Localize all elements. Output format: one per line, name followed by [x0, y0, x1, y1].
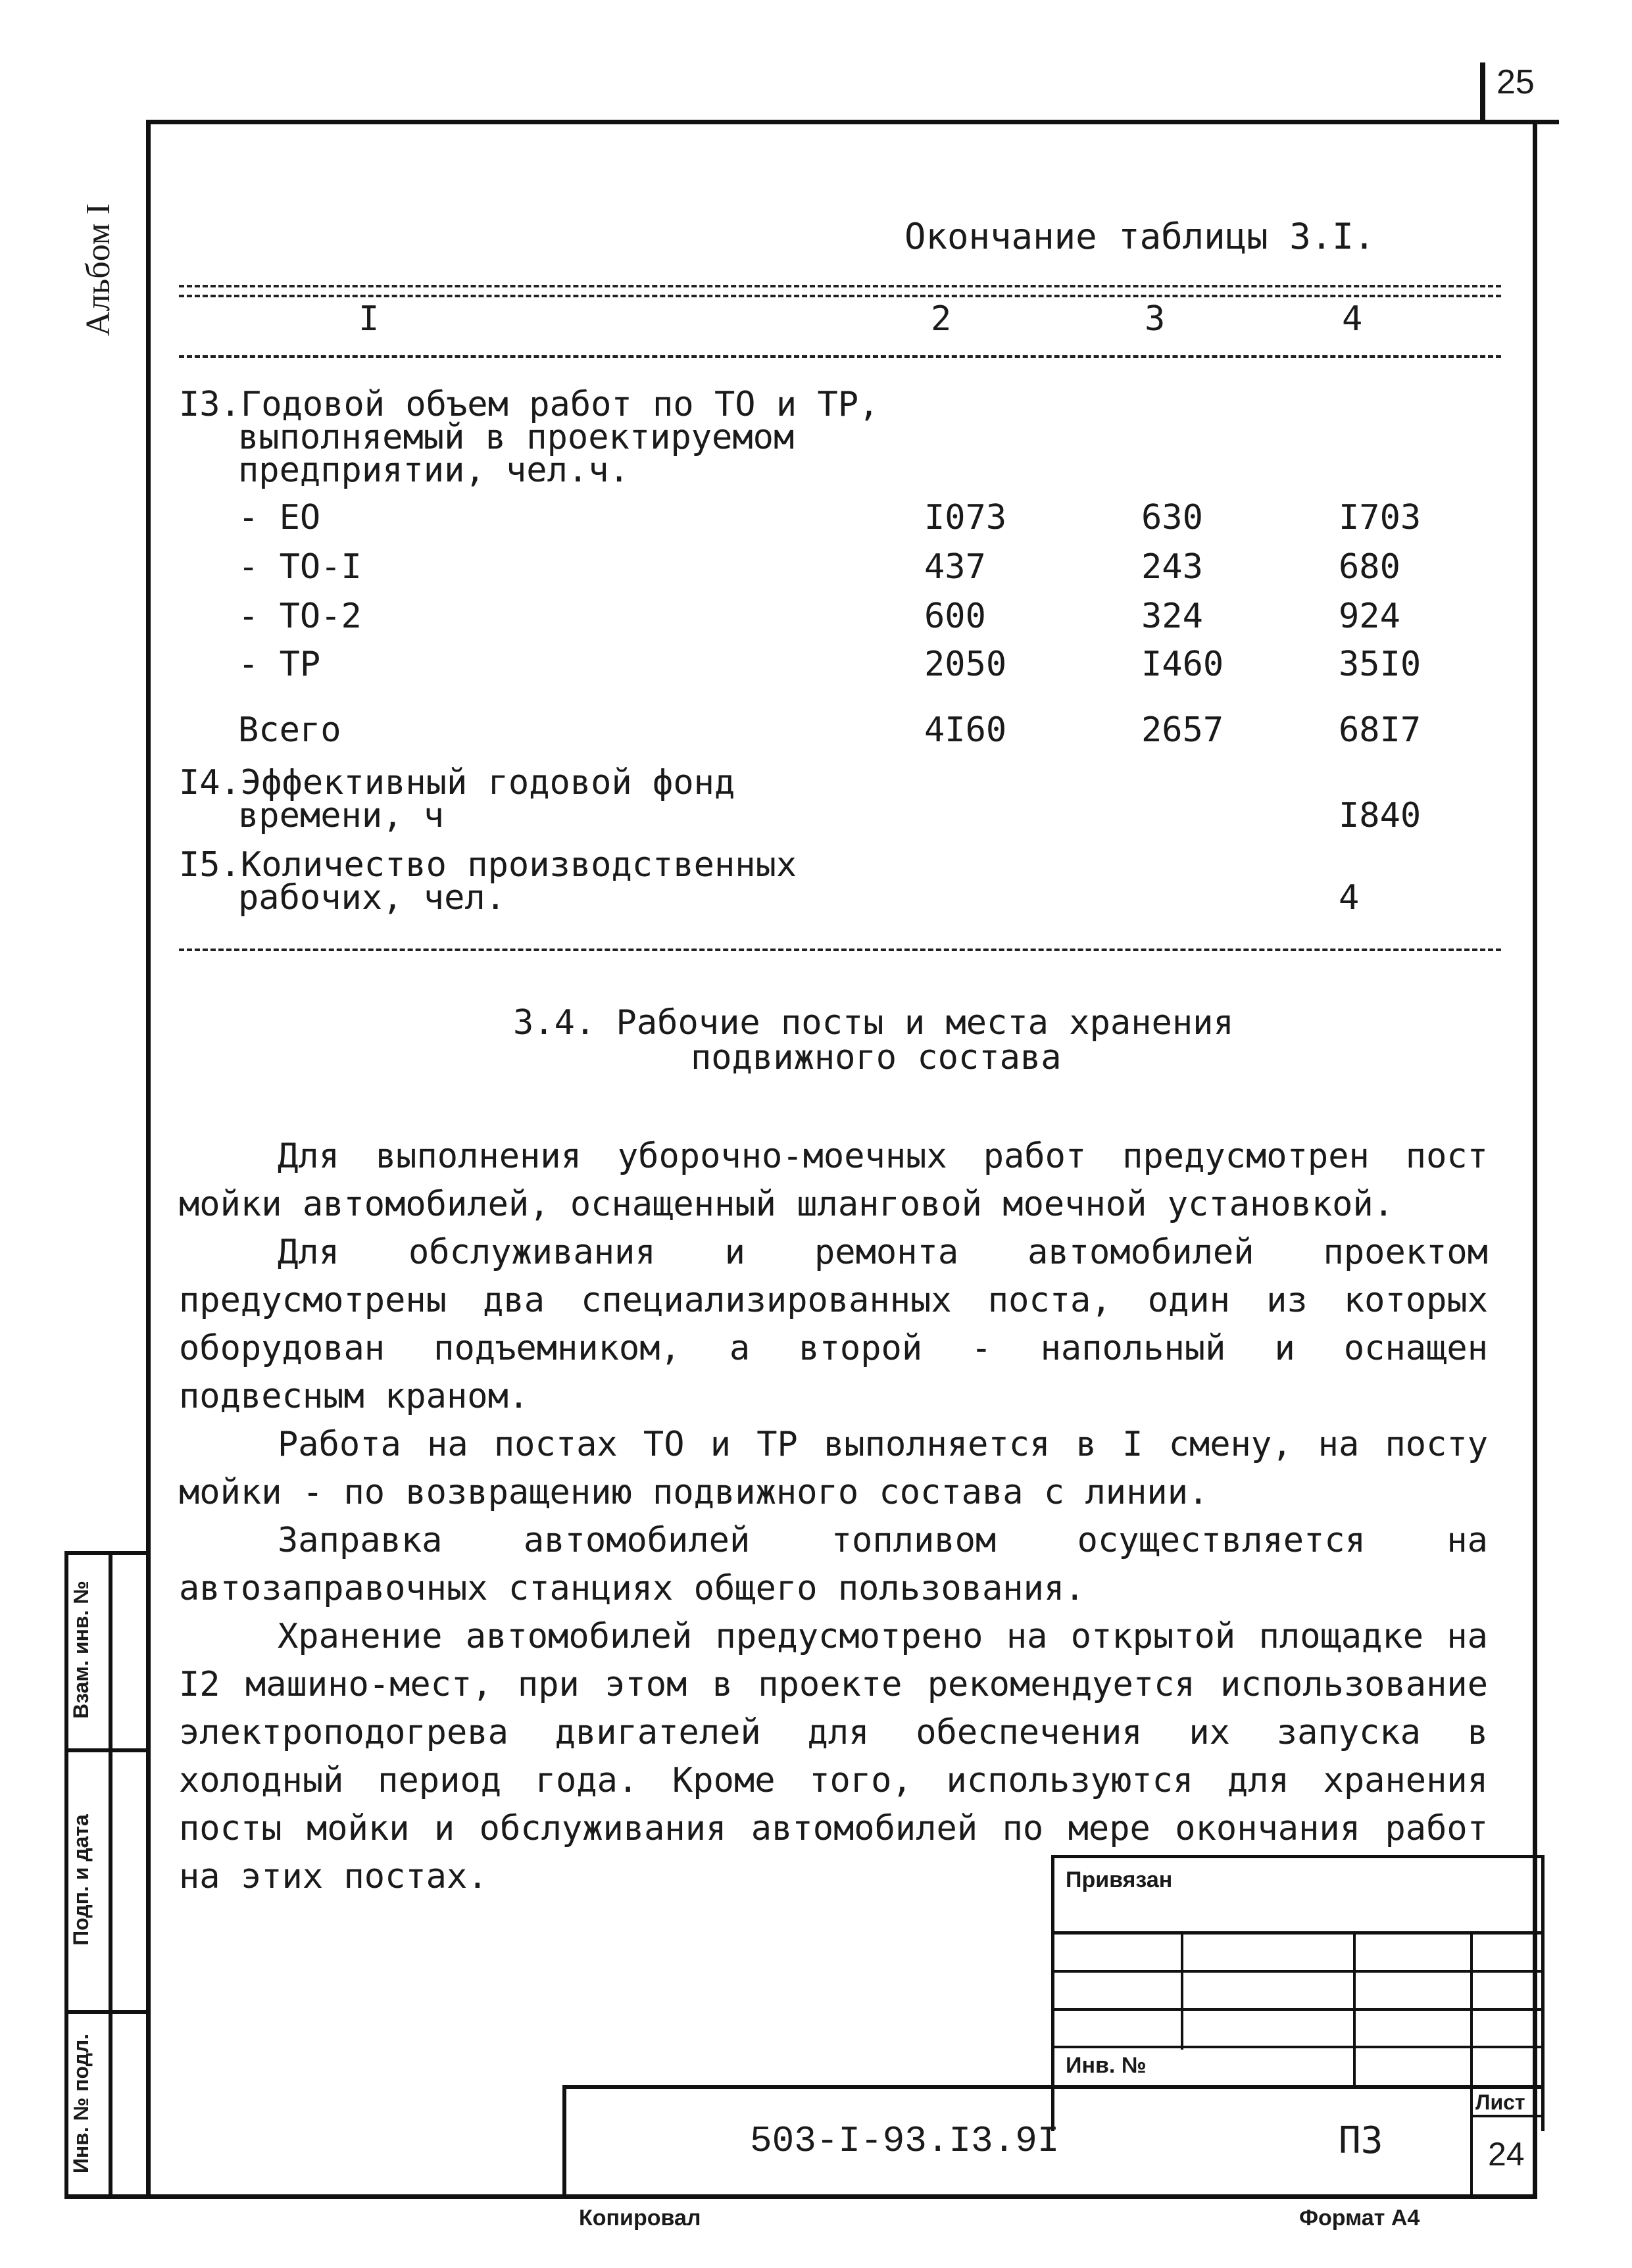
tb-sheet-number: 24: [1488, 2136, 1525, 2173]
tb-privyazan: Привязан: [1066, 1867, 1173, 1892]
tb-doc-type: ПЗ: [1339, 2119, 1383, 2162]
footer-copied: Копировал: [579, 2206, 701, 2231]
table-header-col3: 3: [1145, 299, 1166, 339]
album-label: Альбом I: [80, 203, 117, 336]
table-header-col4: 4: [1342, 299, 1363, 339]
side-strip-mid: [109, 1551, 112, 2198]
table-cell: 68I7: [1339, 710, 1422, 750]
table-cell: 437: [924, 547, 986, 587]
table-cell: 324: [1141, 597, 1203, 636]
page-number: 25: [1496, 63, 1535, 101]
table-row-label: - ТО-I: [238, 547, 362, 587]
table-cell: I460: [1141, 645, 1224, 684]
frame-top: [146, 120, 1559, 124]
table-rule-bottom: [179, 949, 1501, 951]
table-cell: 600: [924, 597, 986, 636]
tb-inv-no: Инв. №: [1066, 2053, 1147, 2078]
side-strip-div1: [64, 1748, 150, 1752]
paragraph: Для обслуживания и ремонта автомобилей проектом предусмотрены два специализированных поста, один из которых оборудован подъемником, а второй - напольный и оснащен подвесным краном.: [179, 1233, 1488, 1416]
tb-grid-col3: [1470, 1931, 1473, 2194]
table-cell: 680: [1339, 547, 1400, 587]
paragraph: Работа на постах ТО и ТР выполняется в I смену, на посту мойки - по возвращению подвижного состава с линии.: [179, 1425, 1488, 1512]
table-row-label: - ТО-2: [238, 597, 362, 636]
paragraph: Заправка автомобилей топливом осуществляется на автозаправочных станциях общего пользования.: [179, 1521, 1488, 1608]
table-cell: I073: [924, 498, 1007, 537]
table-row-label: - ЕО: [238, 498, 321, 537]
table-row-label: Всего: [238, 710, 341, 750]
tb-grid-right: [1541, 1855, 1545, 2131]
table-row-label: выполняемый в проектируемом: [238, 418, 795, 457]
table-cell: 35I0: [1339, 645, 1422, 684]
table-row-label: I4.Эффективный годовой фонд: [179, 763, 735, 802]
section-heading-line1: 3.4. Рабочие посты и места хранения: [513, 1003, 1234, 1043]
tb-doc-code: 503-I-93.I3.9I: [750, 2120, 1060, 2162]
table-row-label: предприятии, чел.ч.: [238, 451, 630, 490]
paragraph: Хранение автомобилей предусмотрено на открытой площадке на I2 машино-мест, при этом в проекте рекомендуется использование электроподогрева двигателей для обеспечения их запуска в холодный период года. Кроме того, используются для хранения посты мойки и обслуживания автомобилей по мере окончания работ на этих постах.: [179, 1617, 1488, 1896]
table-cell: I840: [1339, 796, 1422, 835]
frame-bottom: [64, 2194, 1537, 2199]
stamp-vzam-inv: Взам. инв. №: [69, 1581, 93, 1719]
side-strip-top: [64, 1551, 150, 1555]
footer-format: Формат А4: [1299, 2206, 1420, 2231]
table-cell: 2050: [924, 645, 1007, 684]
side-strip-outer: [64, 1551, 68, 2198]
page-number-divider: [1480, 62, 1485, 122]
table-cell: I703: [1339, 498, 1422, 537]
tb-grid-col1: [1181, 1931, 1183, 2050]
table-row-label: рабочих, чел.: [238, 878, 506, 918]
table-cell: 924: [1339, 597, 1400, 636]
table-cell: 630: [1141, 498, 1203, 537]
tb-grid-top: [1051, 1855, 1545, 1858]
frame-left: [146, 120, 151, 2198]
table-caption: Окончание таблицы 3.I.: [904, 216, 1375, 257]
table-row-label: - ТР: [238, 645, 321, 684]
paragraph: Для выполнения уборочно-моечных работ предусмотрен пост мойки автомобилей, оснащенный шланговой моечной установкой.: [179, 1137, 1488, 1224]
tb-grid-col2: [1353, 1931, 1356, 2089]
table-rule-top-2: [179, 295, 1501, 297]
table-row-label: I5.Количество производственных: [179, 845, 797, 885]
table-row-label: времени, ч: [238, 796, 445, 835]
table-rule-header: [179, 355, 1501, 358]
tb-main-top: [562, 2085, 1545, 2089]
stamp-inv-podl: Инв. № подл.: [69, 2033, 93, 2174]
table-header-col2: 2: [931, 299, 952, 339]
table-cell: 4: [1339, 878, 1360, 918]
table-cell: 243: [1141, 547, 1203, 587]
table-header-col1: I: [359, 299, 380, 339]
tb-sheet-label: Лист: [1475, 2090, 1525, 2114]
stamp-podp-data: Подп. и дата: [69, 1814, 93, 1946]
section-body: [179, 1133, 1488, 1901]
table-cell: 2657: [1141, 710, 1224, 750]
tb-grid-left: [1051, 1855, 1054, 2131]
frame-right: [1533, 120, 1537, 2198]
section-heading-line2: подвижного состава: [691, 1038, 1062, 1077]
tb-main-left: [562, 2085, 566, 2198]
tb-sheet-label-line: [1470, 2115, 1545, 2117]
table-rule-top-1: [179, 285, 1501, 287]
table-row-label: I3.Годовой объем работ по ТО и ТР,: [179, 385, 879, 424]
table-cell: 4I60: [924, 710, 1007, 750]
